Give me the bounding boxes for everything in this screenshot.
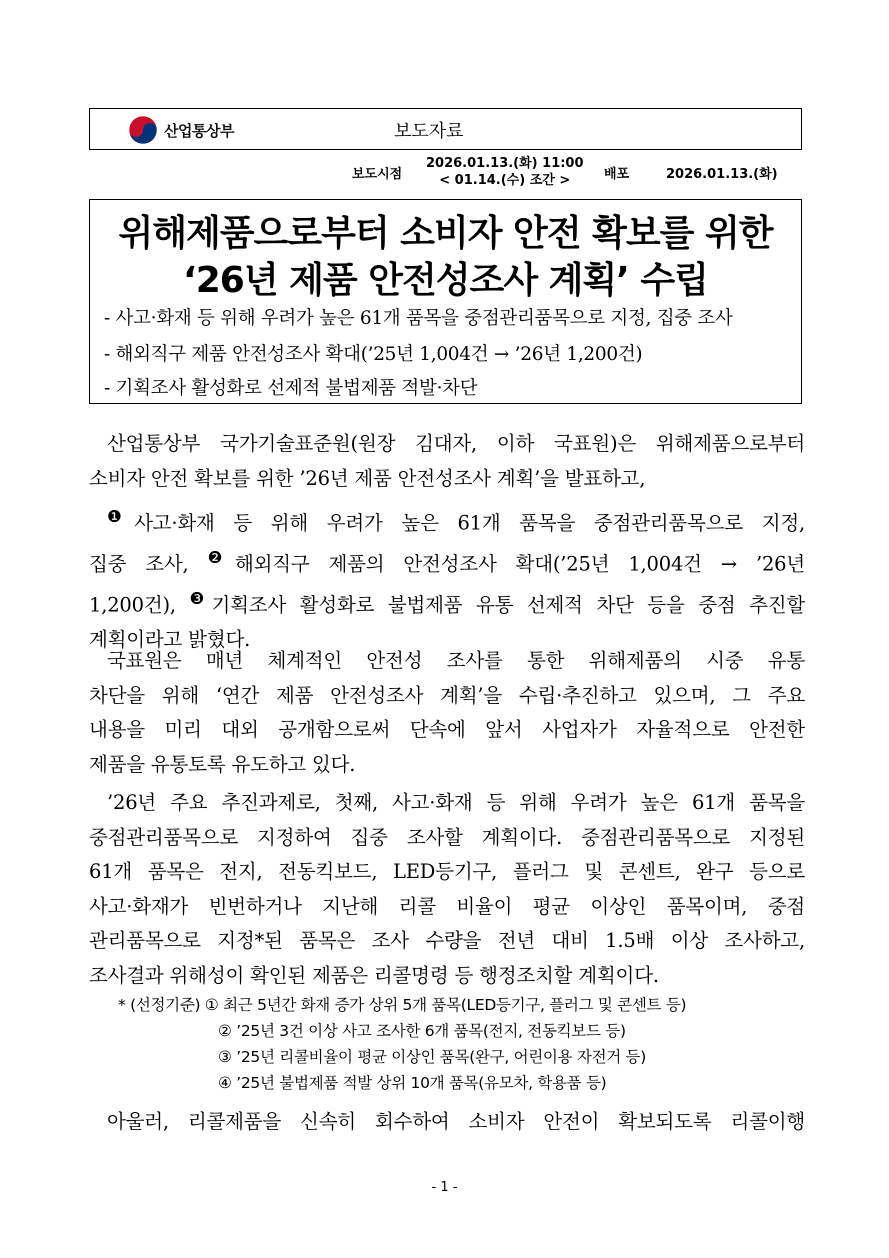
paragraph-line: 소비자 안전 확보를 위한 ’26년 제품 안전성조사 계획’을 발표하고, xyxy=(89,466,646,490)
ministry-logo xyxy=(128,115,234,145)
paragraph-line: 내용을 미리 대외 공개함으로써 단속에 앞서 사업자가 자율적으로 안전한 xyxy=(89,718,805,741)
embargo-note: < 01.14.(수) 조간 > xyxy=(439,173,571,188)
taegeuk-emblem-icon xyxy=(128,115,158,145)
title-box xyxy=(89,199,802,404)
paragraph-line: 사고·화재가 빈번하거나 지난해 리콜 비율이 평균 이상인 품목이며, 중점 xyxy=(89,894,805,918)
paragraph-line: 계획이라고 밝혔다. xyxy=(89,628,251,651)
paragraph-line: 국표원은 매년 체계적인 안전성 조사를 통한 위해제품의 시중 유통 xyxy=(107,649,805,672)
paragraph-line: $^❶$사고·화재 등 위해 우려가 높은 61개 품목을 중점관리품목으로 지정, xyxy=(107,507,805,535)
paragraph-line: 조사결과 위해성이 확인된 제품은 리콜명령 등 행정조치할 계획이다. xyxy=(89,963,659,987)
header-box xyxy=(89,108,802,150)
headline-line-2: ‘26년 제품 안전성조사 계획’ 수립 xyxy=(183,260,708,301)
criteria-line-2: ② ’25년 3건 이상 사고 조사한 6개 품목(전지, 전동킥보드 등) xyxy=(218,1022,626,1040)
criteria-line-3: ③ ’25년 리콜비율이 평균 이상인 품목(완구, 어린이용 자전거 등) xyxy=(218,1048,646,1066)
paragraph-line: 61개 품목은 전지, 전동킥보드, LED등기구, 플러그 및 콘센트, 완구 등으로 xyxy=(89,860,805,883)
paragraph-1 xyxy=(89,427,805,496)
subheading-1: - 사고·화재 등 위해 우려가 높은 61개 품목을 중점관리품목으로 지정, 집중 조사 xyxy=(104,308,733,329)
paragraph-line: 1,200건), $^❸$기획조사 활성화로 불법제품 유통 선제적 차단 등을 중점 추진할 xyxy=(89,589,806,617)
subheading-2: - 해외직구 제품 안전성조사 확대(’25년 1,004건 → ’26년 1,200건) xyxy=(104,344,643,365)
paragraph-line: 관리품목으로 지정*된 품목은 조사 수량을 전년 대비 1.5배 이상 조사하고, xyxy=(89,929,805,952)
paragraph-3 xyxy=(89,644,805,782)
paragraph-5 xyxy=(89,1105,805,1140)
headline-line-1: 위해제품으로부터 소비자 안전 확보를 위한 xyxy=(118,213,773,254)
release-time-label: 보도시점 xyxy=(352,167,403,182)
paragraph-line: 아울러, 리콜제품을 신속히 회수하여 소비자 안전이 확보되도록 리콜이행 xyxy=(107,1110,805,1133)
paragraph-line: 집중 조사, $^❷$해외직구 제품의 안전성조사 확대(’25년 1,004건 → ’26년 xyxy=(89,548,805,576)
page-number: - 1 - xyxy=(431,1180,458,1195)
release-date: 2026.01.13.(화) 11:00 xyxy=(426,156,584,171)
criteria-line-4: ④ ’25년 불법제품 적발 상위 10개 품목(유모차, 학용품 등) xyxy=(218,1074,607,1092)
distribution-date: 2026.01.13.(화) xyxy=(666,167,778,182)
subheading-3: - 기획조사 활성화로 선제적 불법제품 적발·차단 xyxy=(104,378,478,399)
paragraph-line: 산업통상부 국가기술표준원(원장 김대자, 이하 국표원)은 위해제품으로부터 xyxy=(107,432,805,455)
release-time xyxy=(426,155,584,189)
distribution-label: 배포 xyxy=(604,167,630,182)
paragraph-line: 차단을 위해 ‘연간 제품 안전성조사 계획’을 수립·추진하고 있으며, 그 주요 xyxy=(89,683,805,707)
paragraph-2 xyxy=(89,500,805,658)
paragraph-line: ’26년 주요 추진과제로, 첫째, 사고·화재 등 위해 우려가 높은 61개 품목을 xyxy=(107,791,805,814)
ministry-name: 산업통상부 xyxy=(164,121,234,140)
document-type: 보도자료 xyxy=(394,121,464,142)
criteria-line-1: * (선정기준) ① 최근 5년간 화재 증가 상위 5개 품목(LED등기구, 플러그 및 콘센트 등) xyxy=(118,996,687,1014)
bullet-3: ❸ xyxy=(189,589,212,608)
paragraph-line: 제품을 유통토록 유도하고 있다. xyxy=(89,752,356,776)
paragraph-line: 중점관리품목으로 지정하여 집중 조사할 계획이다. 중점관리품목으로 지정된 xyxy=(89,825,805,849)
bullet-2: ❷ xyxy=(207,548,235,567)
bullet-1: ❶ xyxy=(107,507,135,526)
paragraph-4 xyxy=(89,786,805,993)
